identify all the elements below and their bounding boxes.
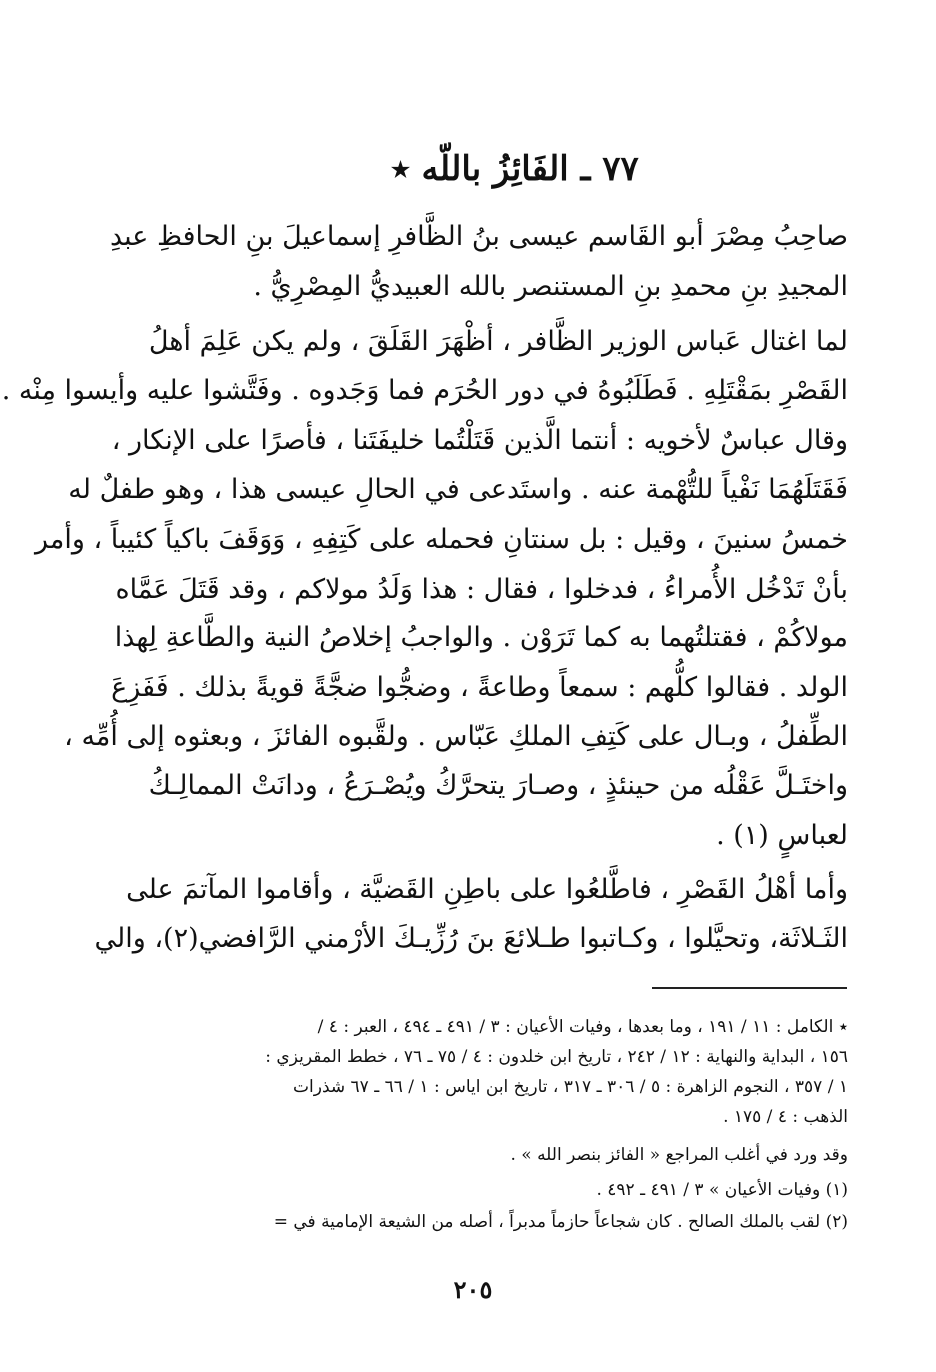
- body-line: وأما أهْلُ القَصْرِ ، فاطَّلعُوا على باطِنِ القَضيَّة ، وأقاموا المآتمَ على: [126, 874, 848, 905]
- body-line: خمسُ سنينَ ، وقيل : بل سنتانِ فحمله على كَتِفِهِ ، وَوَقَفَ باكياً كئيباً ، وأمر: [34, 524, 848, 555]
- chapter-title: ٧٧ ـ الفَائِزُ باللّه ٭: [391, 149, 639, 189]
- body-line: الطِّفلُ ، وبـال على كَتِفِ الملكِ عَبّاس . ولقَّبوه الفائزَ ، وبعثوه إلى أُمِّه ،: [64, 721, 848, 752]
- footnote-line: وقد ورد في أغلب المراجع « الفائز بنصر الله » .: [510, 1145, 848, 1165]
- page-number: ٢٠٥: [453, 1275, 493, 1304]
- body-line: لما اغتال عَباس الوزير الظَّافر ، أظْهَرَ القَلَقَ ، ولم يكن عَلِمَ أهلُ: [148, 326, 848, 357]
- body-line: لعباسٍ (١) .: [716, 820, 848, 851]
- footnote-line: الذهب : ٤ / ١٧٥ .: [723, 1107, 848, 1127]
- body-line: الولد . فقالوا كلُّهم : سمعاً وطاعةً ، وضجُّوا ضجَّةً قويةً بذلك . فَفَزِعَ: [111, 672, 848, 703]
- footnote-line: ١ / ٣٥٧ ، النجوم الزاهرة : ٥ / ٣٠٦ ـ ٣١٧ ، تاريخ ابن اياس : ١ / ٦٦ ـ ٦٧ شذرات: [293, 1077, 848, 1097]
- body-line: بأنْ تَدْخُل الأُمراءُ ، فدخلوا ، فقال : هذا وَلَدُ مولاكم ، وقد قَتَلَ عَمَّاه: [115, 574, 848, 605]
- footnote-line: ١٥٦ ، البداية والنهاية : ١٢ / ٢٤٢ ، تاريخ ابن خلدون : ٤ / ٧٥ ـ ٧٦ ، خطط المقريزي :: [265, 1047, 848, 1067]
- body-line: صاحِبُ مِصْرَ أبو القَاسم عيسى بنُ الظَّافرِ إسماعيلَ بنِ الحافظِ عبدِ: [109, 221, 848, 252]
- body-line: واختَـلَّ عَقْلُه من حينئذٍ ، وصـارَ يتحرَّكُ ويُصْـرَعُ ، ودانَتْ الممالِـكُ: [148, 770, 848, 801]
- body-line: الثَـلاثَة، وتحيَّلوا ، وكـاتبوا طـلائعَ بنَ رُزِّيـكَ الأرْمني الرَّافضي(٢)، والي: [94, 923, 848, 954]
- footnote-line: (٢) لقب بالملك الصالح . كان شجاعاً حازماً مدبراً ، أصله من الشيعة الإمامية في =: [273, 1212, 848, 1232]
- body-line: القَصْرِ بمَقْتَلِهِ . فَطَلَبُوهُ في دور الحُرَم فما وَجَدوه . وفَتَّشوا عليه وأيسوا مِنْه .: [1, 375, 848, 406]
- body-line: فَقَتَلَهُمَا نَفْياً للتُّهْمة عنه . واستَدعى في الحالِ عيسى هذا ، وهو طفلٌ له: [68, 474, 848, 505]
- footnote-line: ٭ الكامل : ١١ / ١٩١ ، وما بعدها ، وفيات الأعيان : ٣ / ٤٩١ ـ ٤٩٤ ، العبر : ٤ /: [317, 1017, 848, 1037]
- footnote-divider: [652, 987, 847, 989]
- body-line: المجيدِ بنِ محمدِ بنِ المستنصر بالله العبيديُّ المِصْرِيُّ .: [253, 271, 848, 302]
- body-line: مولاكُمْ ، فقتلتُهما به كما تَرَوْن . والواجبُ إخلاصُ النية والطَّاعةِ لِهذا: [114, 622, 848, 653]
- body-line: وقال عباسٌ لأخويه : أنتما الَّذين قَتَلْتُما خليفَتَنا ، فأصرًا على الإنكار ،: [111, 425, 848, 456]
- footnote-line: (١) وفيات الأعيان » ٣ / ٤٩١ ـ ٤٩٢ .: [596, 1180, 848, 1200]
